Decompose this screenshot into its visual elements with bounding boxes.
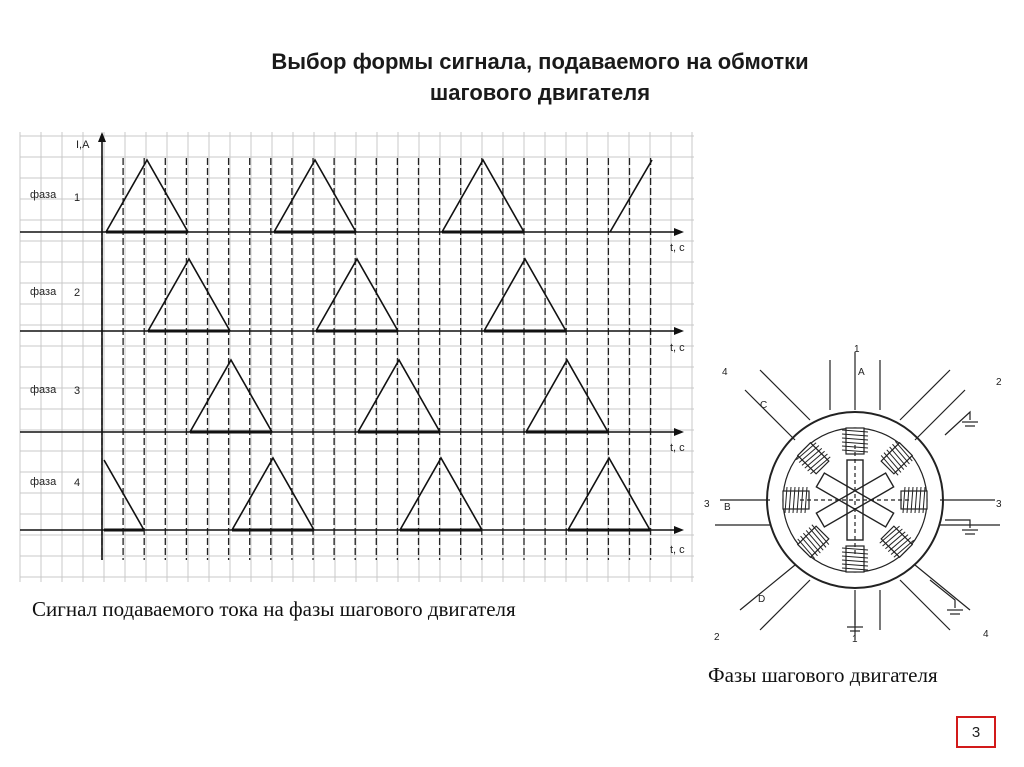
stator-tooth	[795, 440, 832, 477]
motor-caption: Фазы шагового двигателя	[708, 663, 938, 687]
motor-label-1-bottom: 1	[852, 634, 858, 645]
phase-3-number: 3	[74, 385, 81, 397]
phase-2-label: фаза	[30, 286, 57, 298]
motor-label-3-left: 3	[704, 499, 710, 510]
waveform-caption: Сигнал подаваемого тока на фазы шагового двигателя	[32, 597, 516, 621]
time-axis-arrow	[674, 428, 684, 436]
motor-label-2-right: 2	[996, 377, 1002, 388]
triangle-pulse-partial	[610, 160, 652, 232]
waveform-grid	[20, 132, 694, 582]
phase-4-number: 4	[74, 477, 81, 489]
tooth-body	[881, 526, 912, 557]
triangle-pulse	[442, 160, 524, 232]
phase-1-number: 1	[74, 192, 81, 204]
winding-label-d: D	[758, 594, 766, 605]
triangle-pulse	[484, 259, 566, 331]
triangle-pulse	[316, 259, 398, 331]
winding-label-b: B	[724, 502, 731, 513]
phase-1-label: фаза	[30, 189, 57, 201]
stator-tooth	[783, 487, 809, 513]
phase-4-label: фаза	[30, 476, 57, 488]
triangle-pulse	[526, 360, 608, 432]
time-axis-arrow	[674, 228, 684, 236]
motor-label-4-bottom-right: 4	[983, 629, 989, 640]
page-number-badge	[956, 716, 996, 748]
title-line-2: шагового двигателя	[429, 80, 651, 105]
title-line-1: Выбор формы сигнала, подаваемого на обмотки	[271, 49, 809, 74]
motor-label-4-top-left: 4	[722, 367, 728, 378]
time-axis-arrow	[674, 327, 684, 335]
triangle-pulse	[400, 458, 482, 530]
phase-3-label: фаза	[30, 384, 57, 396]
y-axis-arrow	[98, 132, 106, 142]
time-label-2: t, c	[670, 342, 685, 354]
triangle-pulse	[148, 259, 230, 331]
tooth-body	[798, 526, 829, 557]
winding-label-a: A	[858, 367, 865, 378]
stator-tooth	[842, 546, 868, 572]
page-number: 3	[971, 723, 981, 741]
phase-2-number: 2	[74, 287, 81, 299]
time-label-3: t, c	[670, 442, 685, 454]
time-label-1: t, c	[670, 242, 685, 254]
waveform-dashed-time-markers	[102, 158, 651, 560]
triangle-pulse	[358, 360, 440, 432]
tooth-body	[798, 443, 829, 474]
triangle-pulse	[232, 458, 314, 530]
stator-tooth	[878, 440, 915, 477]
triangle-pulse	[106, 160, 188, 232]
stator-tooth	[878, 523, 915, 560]
stator-tooth	[901, 487, 927, 513]
motor-label-2-bottom-left: 2	[714, 632, 720, 643]
stepper-motor-phases-figure	[700, 340, 1010, 650]
phase-current-waveform-figure	[18, 130, 698, 585]
triangle-pulse-partial	[104, 460, 144, 530]
motor-label-1-top: 1	[854, 344, 860, 355]
y-axis-label: I,A	[76, 139, 90, 151]
stator-tooth	[842, 428, 868, 454]
motor-label-3-right: 3	[996, 499, 1002, 510]
stator-tooth	[795, 523, 832, 560]
tooth-body	[881, 443, 912, 474]
triangle-pulse	[274, 160, 356, 232]
time-label-4: t, c	[670, 544, 685, 556]
slide-title	[150, 46, 930, 108]
triangle-pulse	[190, 360, 272, 432]
time-axis-arrow	[674, 526, 684, 534]
winding-label-c: C	[760, 400, 768, 411]
